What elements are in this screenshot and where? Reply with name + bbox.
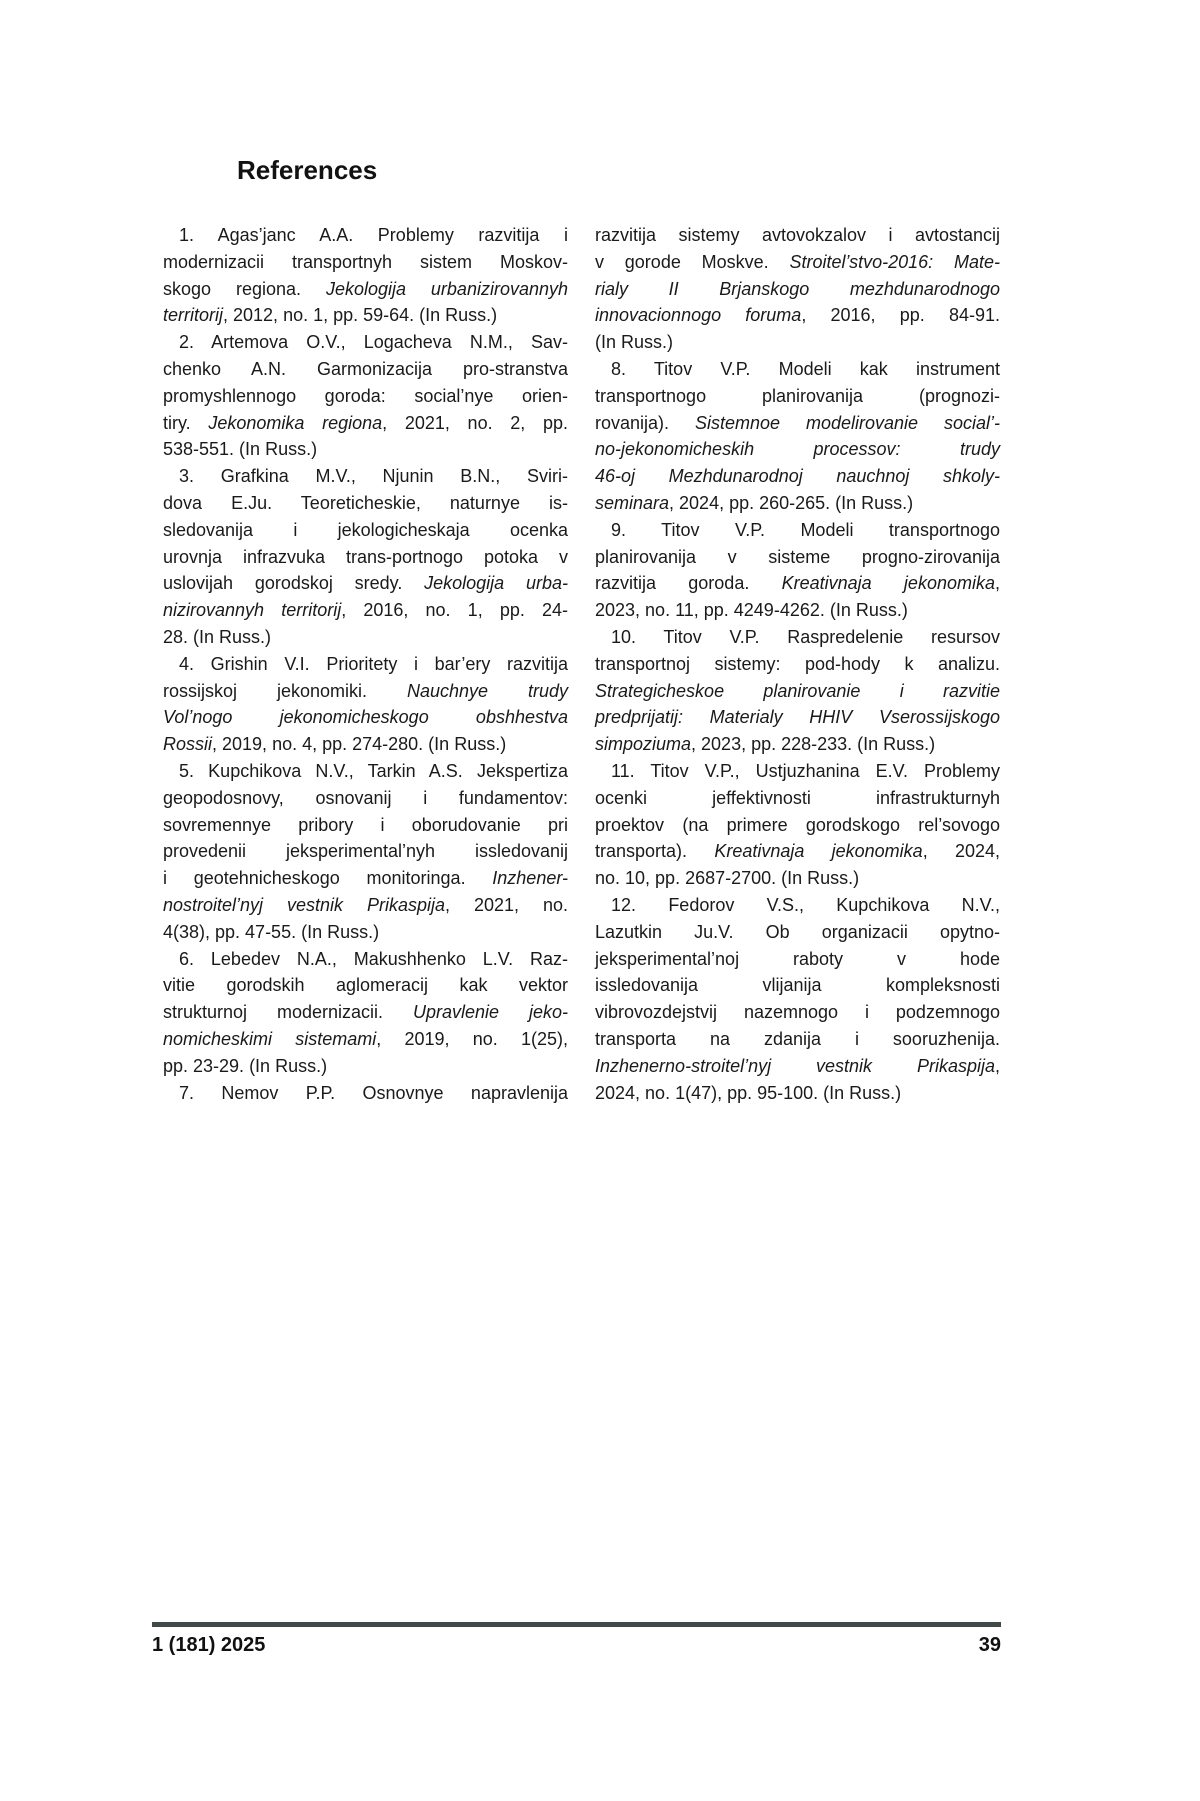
reference-text: 28. (In Russ.) — [163, 626, 272, 647]
reference-line — [595, 436, 1000, 463]
reference-line — [595, 919, 1000, 946]
column-right — [595, 222, 1000, 1106]
reference-item — [595, 892, 1000, 1106]
reference-text: provedenii jeksperimental’nyh issledovanij — [163, 841, 568, 862]
reference-text: , 2012, no. 1, pp. 59-64. (In Russ.) — [223, 305, 498, 326]
reference-journal-italic: Strategicheskoe planirovanie i razvitie — [595, 680, 1000, 701]
reference-text: ocenki jeffektivnosti infrastrukturnyh — [595, 787, 1000, 808]
reference-line — [163, 570, 568, 597]
reference-text: , 2019, no. 4, pp. 274-280. (In Russ.) — [212, 734, 507, 755]
reference-line — [595, 1053, 1000, 1080]
reference-text: 10. Titov V.P. Raspredelenie resursov — [611, 626, 1000, 647]
reference-line — [595, 302, 1000, 329]
reference-text: pp. 23-29. (In Russ.) — [163, 1055, 328, 1076]
reference-line — [163, 302, 568, 329]
reference-line — [595, 1026, 1000, 1053]
reference-line — [595, 329, 1000, 356]
reference-journal-italic: Kreativnaja jekonomika — [781, 573, 995, 594]
footer-row — [152, 1634, 1001, 1657]
reference-item — [595, 222, 1000, 356]
reference-line — [595, 517, 1000, 544]
reference-text: 4. Grishin V.I. Prioritety i bar’ery razvitija — [179, 653, 568, 674]
reference-text: modernizacii transportnyh sistem Moskov- — [163, 251, 568, 272]
reference-line — [163, 276, 568, 303]
reference-item — [163, 329, 568, 463]
reference-text: no. 10, pp. 2687-2700. (In Russ.) — [595, 868, 860, 889]
reference-text: 2024, no. 1(47), pp. 95-100. (In Russ.) — [595, 1082, 902, 1103]
reference-journal-italic: Rossii — [163, 734, 213, 755]
reference-text: , — [994, 1055, 1000, 1076]
reference-line — [163, 624, 568, 651]
reference-line — [163, 490, 568, 517]
reference-text: razvitija goroda. — [595, 573, 782, 594]
reference-text: chenko A.N. Garmonizacija pro-stranstva — [163, 358, 568, 379]
reference-line — [595, 410, 1000, 437]
reference-text: , 2021, no. — [445, 894, 568, 915]
reference-text: 7. Nemov P.P. Osnovnye napravlenija — [179, 1082, 568, 1103]
reference-line — [595, 490, 1000, 517]
reference-line — [163, 651, 568, 678]
reference-line — [163, 865, 568, 892]
reference-line — [595, 731, 1000, 758]
reference-text: , 2016, no. 1, pp. 24- — [341, 600, 569, 621]
reference-line — [163, 329, 568, 356]
reference-journal-italic: nostroitel’nyj vestnik Prikaspija — [163, 894, 446, 915]
reference-text: , 2024, — [922, 841, 1000, 862]
reference-line — [163, 544, 568, 571]
reference-line — [163, 678, 568, 705]
reference-journal-italic: simpoziuma — [595, 734, 692, 755]
reference-journal-italic: Jekonomika regiona — [208, 412, 383, 433]
reference-line — [163, 946, 568, 973]
reference-text: v gorode Moskve. — [595, 251, 790, 272]
reference-text: dova E.Ju. Teoreticheskie, naturnye is- — [163, 492, 568, 513]
reference-item — [595, 758, 1000, 892]
reference-line — [595, 651, 1000, 678]
reference-text: transportnogo planirovanija (prognozi- — [595, 385, 1000, 406]
reference-item — [595, 624, 1000, 758]
reference-journal-italic: territorij — [163, 305, 224, 326]
reference-journal-italic: no-jekonomicheskih processov: trudy — [595, 439, 1000, 460]
reference-text: transporta na zdanija i sooruzhenija. — [595, 1028, 1000, 1049]
reference-item — [163, 946, 568, 1080]
reference-line — [595, 678, 1000, 705]
reference-journal-italic: Jekologija urba- — [424, 573, 568, 594]
reference-journal-italic: Kreativnaja jekonomika — [714, 841, 923, 862]
reference-item — [163, 463, 568, 651]
reference-text: jeksperimental’noj raboty v hode — [595, 948, 1000, 969]
reference-text: 1. Agas’janc A.A. Problemy razvitija i — [179, 225, 568, 245]
reference-line — [595, 865, 1000, 892]
reference-line — [595, 999, 1000, 1026]
reference-line — [595, 544, 1000, 571]
reference-text: 11. Titov V.P., Ustjuzhanina E.V. Problemy — [611, 760, 1000, 781]
reference-text: 2. Artemova O.V., Logacheva N.M., Sav- — [179, 332, 568, 353]
reference-line — [595, 946, 1000, 973]
reference-text: 3. Grafkina M.V., Njunin B.N., Sviri- — [179, 466, 568, 487]
reference-text: 6. Lebedev N.A., Makushhenko L.V. Raz- — [179, 948, 568, 969]
reference-line — [595, 758, 1000, 785]
reference-journal-italic: Jekologija urbanizirovannyh — [325, 278, 568, 299]
reference-line — [163, 972, 568, 999]
reference-journal-italic: Inzhenerno-stroitel’nyj vestnik Prikaspija — [595, 1055, 995, 1076]
reference-journal-italic: Inzhener- — [492, 868, 568, 889]
reference-line — [163, 999, 568, 1026]
reference-line — [163, 758, 568, 785]
reference-text: 4(38), pp. 47-55. (In Russ.) — [163, 921, 380, 942]
reference-text: rovanija). — [595, 412, 695, 433]
reference-text: transportnoj sistemy: pod-hody k analizu. — [595, 653, 1000, 674]
reference-item — [163, 651, 568, 758]
reference-line — [163, 517, 568, 544]
reference-line — [595, 892, 1000, 919]
reference-line — [595, 704, 1000, 731]
reference-line — [163, 249, 568, 276]
reference-text: tiry. — [163, 412, 209, 433]
reference-line — [595, 1080, 1000, 1107]
reference-journal-italic: predprijatij: Materialy HHIV Vserossijskogo — [595, 707, 1000, 728]
reference-text: , 2021, no. 2, pp. — [382, 412, 568, 433]
reference-text: (In Russ.) — [595, 332, 674, 353]
reference-line — [163, 812, 568, 839]
reference-line — [595, 356, 1000, 383]
reference-text: 538-551. (In Russ.) — [163, 439, 318, 460]
reference-text: rossijskoj jekonomiki. — [163, 680, 407, 701]
reference-text: 12. Fedorov V.S., Kupchikova N.V., — [611, 894, 1000, 915]
reference-journal-italic: Upravlenie jeko- — [412, 1002, 568, 1023]
reference-line — [595, 249, 1000, 276]
reference-text: , 2024, pp. 260-265. (In Russ.) — [669, 492, 914, 513]
reference-line — [595, 785, 1000, 812]
reference-text: , 2023, pp. 228-233. (In Russ.) — [691, 734, 936, 755]
reference-text: 9. Titov V.P. Modeli transportnogo — [611, 519, 1000, 540]
reference-line — [163, 463, 568, 490]
reference-text: proektov (na primere gorodskogo rel’sovogo — [595, 814, 1000, 835]
reference-text: 2023, no. 11, pp. 4249-4262. (In Russ.) — [595, 600, 908, 621]
reference-text: sledovanija i jekologicheskaja ocenka — [163, 519, 568, 540]
reference-line — [595, 463, 1000, 490]
reference-journal-italic: Stroitel’stvo-2016: Mate- — [789, 251, 1000, 272]
reference-line — [163, 383, 568, 410]
reference-text: i geotehnicheskogo monitoringa. — [163, 868, 493, 889]
reference-line — [163, 436, 568, 463]
reference-line — [163, 1026, 568, 1053]
two-column-layout — [163, 222, 1000, 1106]
reference-text: 8. Titov V.P. Modeli kak instrument — [611, 358, 1000, 379]
reference-journal-italic: Vol’nogo jekonomicheskogo obshhestva — [163, 707, 568, 728]
reference-text: transporta). — [595, 841, 715, 862]
reference-item — [163, 222, 568, 329]
reference-text: issledovanija vlijanija kompleksnosti — [595, 975, 1000, 996]
reference-line — [163, 1080, 568, 1107]
footer-page-number: 39 — [978, 1634, 1001, 1656]
reference-line — [163, 731, 568, 758]
reference-text: 5. Kupchikova N.V., Tarkin A.S. Jekspertiza — [179, 760, 568, 781]
reference-line — [163, 410, 568, 437]
references-heading: References — [237, 155, 378, 185]
reference-text: sovremennye pribory i oborudovanie pri — [163, 814, 568, 835]
reference-journal-italic: Sistemnoe modelirovanie social’- — [694, 412, 1000, 433]
reference-text: vibrovozdejstvij nazemnogo i podzemnogo — [595, 1002, 1000, 1023]
footer-issue: 1 (181) 2025 — [152, 1634, 266, 1656]
reference-journal-italic: nizirovannyh territorij — [163, 600, 342, 621]
reference-text: , 2016, pp. 84-91. — [801, 305, 1000, 326]
reference-journal-italic: innovacionnogo foruma — [595, 305, 802, 326]
reference-item — [163, 758, 568, 946]
column-left — [163, 222, 568, 1106]
reference-text: , 2019, no. 1(25), — [376, 1028, 569, 1049]
reference-text: skogo regiona. — [163, 278, 326, 299]
reference-item — [163, 1080, 568, 1107]
reference-line — [163, 919, 568, 946]
reference-line — [163, 597, 568, 624]
reference-line — [163, 704, 568, 731]
reference-text: uslovijah gorodskoj sredy. — [163, 573, 425, 594]
reference-journal-italic: nomicheskimi sistemami — [163, 1028, 377, 1049]
reference-line — [163, 838, 568, 865]
reference-journal-italic: 46-oj Mezhdunarodnoj nauchnoj shkoly- — [595, 466, 1000, 487]
reference-journal-italic: rialy II Brjanskogo mezhdunarodnogo — [595, 278, 1000, 299]
reference-item — [595, 517, 1000, 624]
reference-line — [163, 785, 568, 812]
reference-line — [595, 812, 1000, 839]
reference-line — [595, 570, 1000, 597]
reference-text: Lazutkin Ju.V. Ob organizacii opytno- — [595, 921, 1000, 942]
reference-line — [595, 222, 1000, 249]
reference-text: planirovanija v sisteme progno-zirovanija — [595, 546, 1000, 567]
reference-text: urovnja infrazvuka trans-portnogo potoka v — [163, 546, 568, 567]
page-footer — [152, 1622, 1001, 1657]
reference-line — [595, 276, 1000, 303]
reference-line — [163, 356, 568, 383]
reference-journal-italic: seminara — [595, 492, 670, 513]
reference-text: razvitija sistemy avtovokzalov i avtostancij — [595, 225, 1000, 245]
reference-text: promyshlennogo goroda: social’nye orien- — [163, 385, 568, 406]
reference-text: , — [994, 573, 1000, 594]
reference-journal-italic: Nauchnye trudy — [406, 680, 568, 701]
reference-text: geopodosnovy, osnovanij i fundamentov: — [163, 787, 568, 808]
reference-text: vitie gorodskih aglomeracij kak vektor — [163, 975, 568, 996]
reference-line — [163, 892, 568, 919]
reference-line — [595, 383, 1000, 410]
footer-rule — [152, 1622, 1001, 1627]
reference-line — [595, 972, 1000, 999]
reference-line — [595, 597, 1000, 624]
reference-line — [595, 624, 1000, 651]
reference-line — [163, 222, 568, 249]
reference-line — [595, 838, 1000, 865]
reference-item — [595, 356, 1000, 517]
reference-text: strukturnoj modernizacii. — [163, 1002, 413, 1023]
reference-line — [163, 1053, 568, 1080]
